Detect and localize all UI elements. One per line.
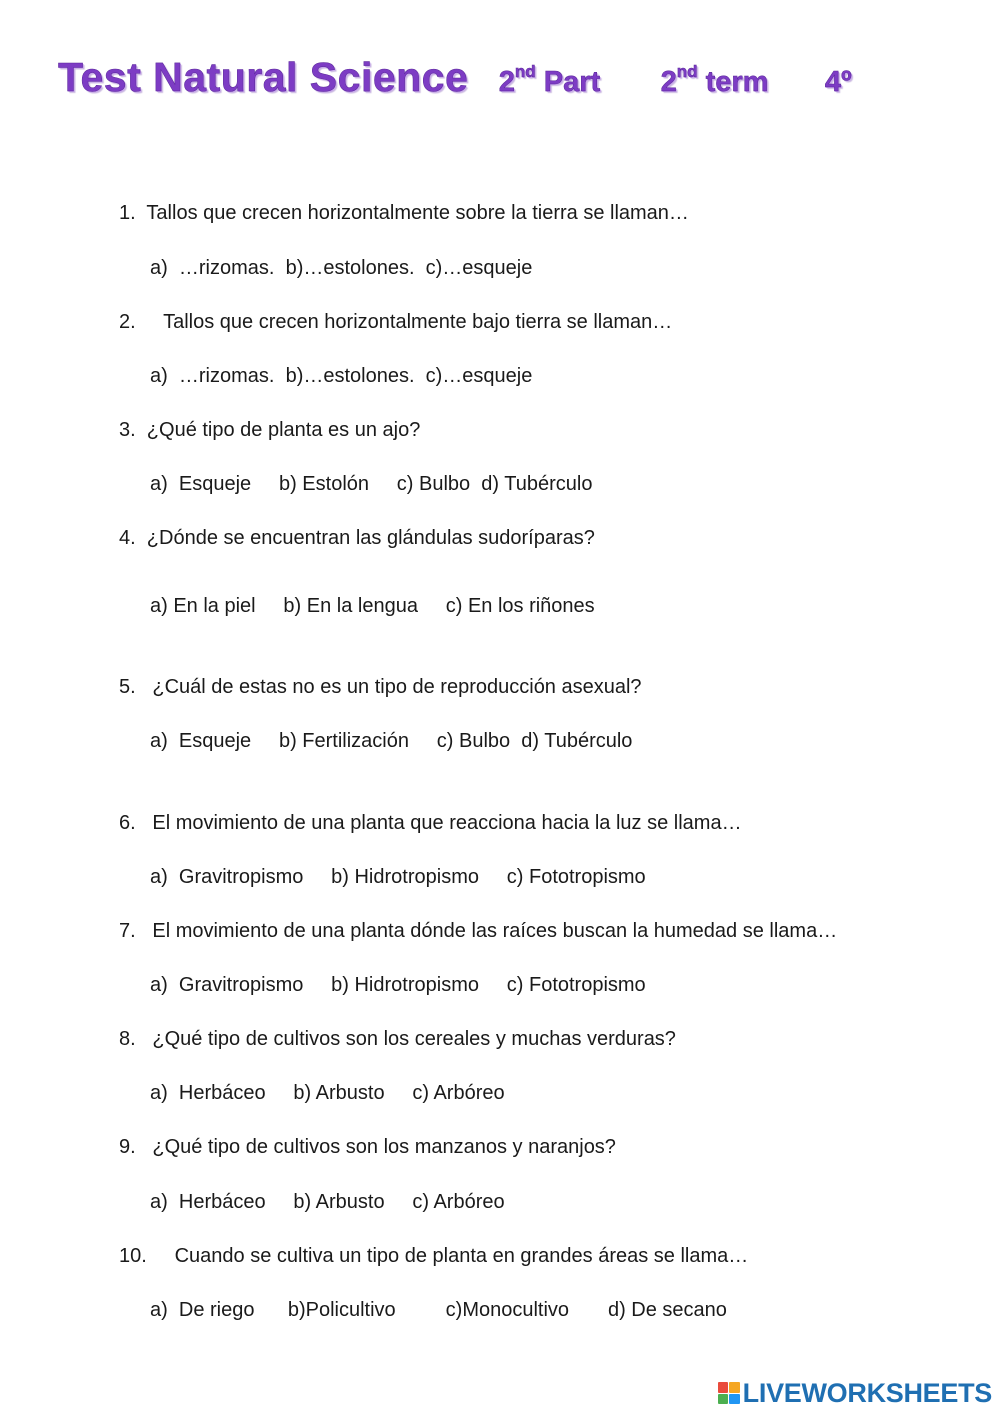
- answers-6[interactable]: a) Gravitropismo b) Hidrotropismo c) Fototropismo: [150, 866, 646, 888]
- logo-square-green: [718, 1394, 729, 1405]
- logo-square-blue: [729, 1394, 740, 1405]
- logo-square-red: [718, 1382, 729, 1393]
- question-2: 2. Tallos que crecen horizontalmente bajo tierra se llaman…: [119, 311, 673, 333]
- question-4: 4. ¿Dónde se encuentran las glándulas sudoríparas?: [119, 527, 595, 549]
- title-grade: 4º: [824, 66, 852, 98]
- question-10: 10. Cuando se cultiva un tipo de planta en grandes áreas se llama…: [119, 1245, 749, 1267]
- title-term: [660, 62, 769, 99]
- title-part: [498, 62, 601, 99]
- part-word: Part: [535, 66, 601, 98]
- question-5: 5. ¿Cuál de estas no es un tipo de reproducción asexual?: [119, 676, 642, 698]
- question-9: 9. ¿Qué tipo de cultivos son los manzanos y naranjos?: [119, 1136, 616, 1158]
- question-8: 8. ¿Qué tipo de cultivos son los cereales y muchas verduras?: [119, 1028, 676, 1050]
- answers-2[interactable]: a) …rizomas. b)…estolones. c)…esqueje: [150, 365, 533, 387]
- question-7: 7. El movimiento de una planta dónde las raíces buscan la humedad se llama…: [119, 920, 838, 942]
- term-number: 2: [660, 66, 677, 98]
- answers-9[interactable]: a) Herbáceo b) Arbusto c) Arbóreo: [150, 1191, 505, 1213]
- part-number: 2: [498, 66, 515, 98]
- logo-square-orange: [729, 1382, 740, 1393]
- logo-grid-icon: [718, 1382, 740, 1404]
- answers-10[interactable]: a) De riego b)Policultivo c)Monocultivo d) De secano: [150, 1299, 727, 1321]
- answers-5[interactable]: a) Esqueje b) Fertilización c) Bulbo d) Tubérculo: [150, 730, 633, 752]
- worksheet-title: [58, 54, 852, 101]
- title-main: Test Natural Science: [58, 54, 469, 100]
- answers-7[interactable]: a) Gravitropismo b) Hidrotropismo c) Fototropismo: [150, 974, 646, 996]
- term-superscript: nd: [676, 62, 698, 81]
- question-1: 1. Tallos que crecen horizontalmente sobre la tierra se llaman…: [119, 202, 689, 224]
- answers-3[interactable]: a) Esqueje b) Estolón c) Bulbo d) Tubérculo: [150, 473, 593, 495]
- liveworksheets-logo: [718, 1378, 992, 1408]
- logo-text: LIVEWORKSHEETS: [742, 1378, 992, 1408]
- answers-4[interactable]: a) En la piel b) En la lengua c) En los riñones: [150, 595, 595, 617]
- answers-8[interactable]: a) Herbáceo b) Arbusto c) Arbóreo: [150, 1082, 505, 1104]
- answers-1[interactable]: a) …rizomas. b)…estolones. c)…esqueje: [150, 257, 533, 279]
- question-6: 6. El movimiento de una planta que reacciona hacia la luz se llama…: [119, 812, 742, 834]
- question-3: 3. ¿Qué tipo de planta es un ajo?: [119, 419, 421, 441]
- term-word: term: [697, 66, 769, 98]
- part-superscript: nd: [514, 62, 536, 81]
